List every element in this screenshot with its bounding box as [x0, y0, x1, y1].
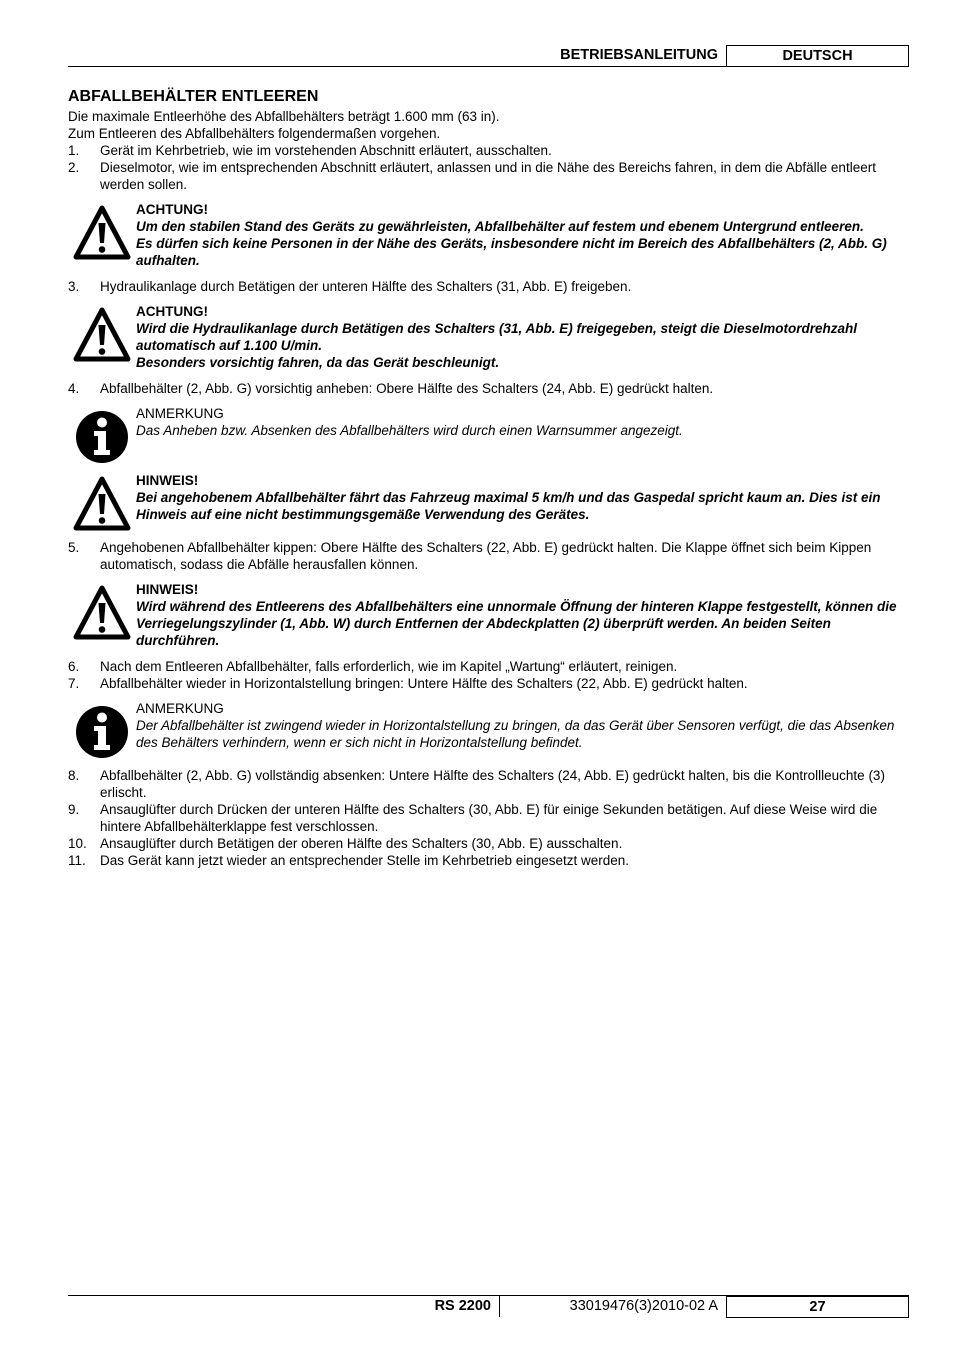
step-text: Dieselmotor, wie im entsprechenden Abschnitt erläutert, anlassen und in die Nähe des Bereichs fahren, in dem die Abfälle entleert werden sollen.: [100, 160, 876, 192]
intro-line: Die maximale Entleerhöhe des Abfallbehälters beträgt 1.600 mm (63 in).: [68, 109, 500, 124]
step-item: [68, 380, 910, 397]
info-notice: [68, 700, 910, 758]
step-number: 5.: [68, 540, 80, 555]
footer-model: RS 2200: [434, 1298, 491, 1314]
step-number: 3.: [68, 279, 80, 294]
info-icon: [73, 704, 131, 760]
step-item: [68, 142, 910, 159]
step-item: [68, 278, 910, 295]
warning-icon: [73, 205, 131, 261]
step-item: [68, 159, 910, 193]
footer-doc-code: 33019476(3)2010-02 A: [569, 1298, 718, 1314]
step-number: 2.: [68, 160, 80, 175]
step-item: [68, 801, 910, 835]
step-item: [68, 675, 910, 692]
step-number: 6.: [68, 659, 80, 674]
notice-label: ANMERKUNG: [136, 701, 224, 716]
step-item: [68, 852, 910, 869]
step-text: Gerät im Kehrbetrieb, wie im vorstehenden Abschnitt erläutert, ausschalten.: [100, 143, 552, 158]
step-text: Abfallbehälter (2, Abb. G) vollständig absenken: Untere Hälfte des Schalters (24, Abb. E) gedrückt halten, bis die Kontrollleuchte (3) erlischt.: [100, 768, 885, 800]
notice-text: Um den stabilen Stand des Geräts zu gewährleisten, Abfallbehälter auf festem und ebenem Untergrund entleeren.: [136, 219, 864, 234]
notice-text: Bei angehobenem Abfallbehälter fährt das Fahrzeug maximal 5 km/h und das Gaspedal spricht kaum an. Dies ist ein Hinweis auf eine nicht bestimmungsgemäße Verwendung des Gerätes.: [136, 490, 881, 522]
info-icon: [73, 409, 131, 465]
notice-label: ACHTUNG!: [136, 304, 208, 319]
section-title: ABFALLBEHÄLTER ENTLEEREN: [68, 88, 319, 105]
step-text: Das Gerät kann jetzt wieder an entsprechender Stelle im Kehrbetrieb eingesetzt werden.: [100, 853, 630, 868]
notice-text: Besonders vorsichtig fahren, da das Gerät beschleunigt.: [136, 355, 500, 370]
step-number: 4.: [68, 381, 80, 396]
notice-text: Wird während des Entleerens des Abfallbehälters eine unnormale Öffnung der hinteren Klappe festgestellt, können die Verriegelungszylinder (1, Abb. W) durch Entfernen der Abdeckplatten (2) überprüft werden. An beiden Seiten durchführen.: [136, 599, 897, 648]
warning-icon: [73, 476, 131, 532]
warning-notice: [68, 472, 910, 530]
step-text: Nach dem Entleeren Abfallbehälter, falls erforderlich, wie im Kapitel „Wartung“ erläutert, reinigen.: [100, 659, 678, 674]
warning-notice: [68, 201, 910, 269]
step-item: [68, 835, 910, 852]
step-number: 11.: [68, 853, 86, 868]
step-number: 1.: [68, 143, 80, 158]
step-text: Hydraulikanlage durch Betätigen der unteren Hälfte des Schalters (31, Abb. E) freigeben.: [100, 279, 632, 294]
document-body: [68, 87, 910, 869]
header-language-box: DEUTSCH: [726, 45, 909, 67]
warning-notice: [68, 581, 910, 649]
step-text: Abfallbehälter wieder in Horizontalstellung bringen: Untere Hälfte des Schalters (22, Abb. E) gedrückt halten.: [100, 676, 748, 691]
notice-label: HINWEIS!: [136, 473, 199, 488]
notice-label: ANMERKUNG: [136, 406, 224, 421]
step-text: Ansauglüfter durch Betätigen der oberen Hälfte des Schalters (30, Abb. E) ausschalten.: [100, 836, 623, 851]
intro-line: Zum Entleeren des Abfallbehälters folgendermaßen vorgehen.: [68, 126, 441, 141]
notice-label: ACHTUNG!: [136, 202, 208, 217]
notice-text: Das Anheben bzw. Absenken des Abfallbehälters wird durch einen Warnsummer angezeigt.: [136, 423, 683, 438]
step-text: Abfallbehälter (2, Abb. G) vorsichtig anheben: Obere Hälfte des Schalters (24, Abb. E) gedrückt halten.: [100, 381, 714, 396]
footer-page-number: 27: [726, 1296, 909, 1318]
header-rule: [68, 66, 909, 67]
step-item: [68, 767, 910, 801]
warning-icon: [73, 307, 131, 363]
step-number: 7.: [68, 676, 80, 691]
step-item: [68, 658, 910, 675]
info-notice: [68, 405, 910, 463]
notice-label: HINWEIS!: [136, 582, 199, 597]
step-text: Ansauglüfter durch Drücken der unteren Hälfte des Schalters (30, Abb. E) für einige Sekunden betätigen. Auf diese Weise wird die hintere Abfallbehälterklappe fest verschlossen.: [100, 802, 878, 834]
step-item: [68, 539, 910, 573]
warning-icon: [73, 585, 131, 641]
header-manual-label: BETRIEBSANLEITUNG: [560, 47, 718, 63]
step-number: 9.: [68, 802, 80, 817]
notice-text: Der Abfallbehälter ist zwingend wieder in Horizontalstellung zu bringen, da das Gerät über Sensoren verfügt, die das Absenken des Behälters verhindern, wenn er sich nicht in Horizontalstellung befindet.: [136, 718, 895, 750]
step-text: Angehobenen Abfallbehälter kippen: Obere Hälfte des Schalters (22, Abb. E) gedrückt halten. Die Klappe öffnet sich beim Kippen automatisch, sodass die Abfälle herausfallen können.: [100, 540, 872, 572]
warning-notice: [68, 303, 910, 371]
notice-text: Wird die Hydraulikanlage durch Betätigen des Schalters (31, Abb. E) freigegeben, steigt die Dieselmotordrehzahl automatisch auf 1.100 U/min.: [136, 321, 858, 353]
step-number: 8.: [68, 768, 80, 783]
notice-text: Es dürfen sich keine Personen in der Nähe des Geräts, insbesondere nicht im Bereich des Abfallbehälters (2, Abb. G) aufhalten.: [136, 236, 887, 268]
step-number: 10.: [68, 836, 87, 851]
